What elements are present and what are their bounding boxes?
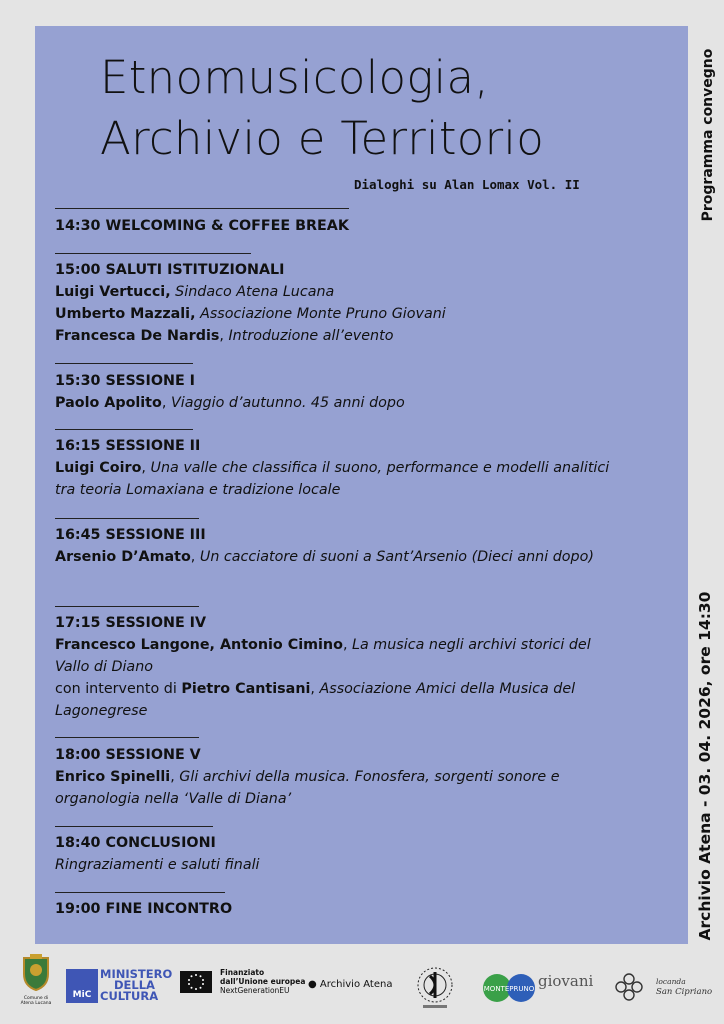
speaker-row: Umberto Mazzali, Associazione Monte Pruno Giovani — [55, 306, 446, 322]
event-subtitle: Dialoghi su Alan Lomax Vol. II — [354, 177, 580, 192]
speaker-row: Arsenio D’Amato, Un cacciatore di suoni a Sant’Arsenio (Dieci anni dopo) — [55, 549, 594, 565]
side-label-program: Programma convegno — [700, 48, 716, 222]
divider — [55, 363, 193, 364]
eu-funding-text: Finanziato dall’Unione europea NextGenerationEU — [220, 968, 306, 995]
divider — [55, 606, 199, 607]
program-slot-sessione-1 — [55, 370, 625, 414]
slot-heading: 17:15 SESSIONE IV — [55, 615, 207, 631]
slot-heading: 18:40 CONCLUSIONI — [55, 835, 216, 851]
mic-wordmark: MINISTERO DELLA CULTURA — [100, 967, 173, 1003]
program-slot-fine — [55, 898, 625, 920]
divider — [55, 429, 193, 430]
slot-heading: 16:45 SESSIONE III — [55, 527, 206, 543]
slot-heading: 14:30 WELCOMING & COFFEE BREAK — [55, 218, 349, 234]
slot-heading: 19:00 FINE INCONTRO — [55, 901, 233, 917]
disc-record-logo — [410, 962, 460, 1012]
giovani-wordmark: giovani — [538, 972, 594, 990]
program-slot-sessione-5 — [55, 744, 625, 810]
eu-flag-icon — [180, 971, 212, 993]
slot-heading: 16:15 SESSIONE II — [55, 438, 201, 454]
comune-caption: Comune di Atena Lucana — [20, 996, 52, 1006]
program-slot-welcome — [55, 215, 625, 237]
speaker-row: con intervento di Pietro Cantisani, Associazione Amici della Musica del Lagonegrese — [55, 681, 576, 719]
slot-heading: 18:00 SESSIONE V — [55, 747, 201, 763]
slot-heading: 15:00 SALUTI ISTITUZIONALI — [55, 262, 285, 278]
speaker-row: Ringraziamenti e saluti finali — [55, 857, 260, 873]
divider — [55, 208, 349, 209]
program-slot-sessione-4 — [55, 612, 625, 722]
side-label-date: Archivio Atena - 03. 04. 2026, ore 14:30 — [696, 591, 714, 941]
locanda-wordmark: locanda San Cipriano — [656, 977, 713, 997]
slot-heading: 15:30 SESSIONE I — [55, 373, 196, 389]
program-slot-saluti — [55, 259, 625, 347]
divider — [55, 892, 225, 893]
archivio-atena-logo: ● Archivio Atena — [308, 979, 393, 990]
speaker-row: Paolo Apolito, Viaggio d’autunno. 45 anni dopo — [55, 395, 405, 411]
speaker-row: Luigi Vertucci, Sindaco Atena Lucana — [55, 284, 335, 300]
divider — [55, 518, 199, 519]
program-slot-sessione-2 — [55, 435, 625, 501]
monte-pruno-logo — [482, 973, 536, 1003]
divider — [55, 737, 199, 738]
locanda-emblem-icon — [612, 970, 646, 1004]
program-slot-sessione-3 — [55, 524, 625, 568]
speaker-row: Francesco Langone, Antonio Cimino, La musica negli archivi storici del Vallo di Diano — [55, 637, 591, 675]
divider — [55, 253, 251, 254]
event-title: Etnomusicologia, Archivio e Territorio — [100, 51, 545, 165]
mic-logo: MiC — [66, 969, 98, 1003]
program-slot-conclusioni — [55, 832, 625, 876]
speaker-row: Luigi Coiro, Una valle che classifica il suono, performance e modelli analitici tra teoria Lomaxiana e tradizione locale — [55, 460, 610, 498]
comune-crest-logo — [16, 952, 56, 992]
svg-text:MONTEPRUNO: MONTEPRUNO — [483, 985, 535, 993]
speaker-row: Francesca De Nardis, Introduzione all’evento — [55, 328, 394, 344]
divider — [55, 826, 213, 827]
speaker-row: Enrico Spinelli, Gli archivi della musica. Fonosfera, sorgenti sonore e organologia nella ‘Valle di Diana’ — [55, 769, 560, 807]
